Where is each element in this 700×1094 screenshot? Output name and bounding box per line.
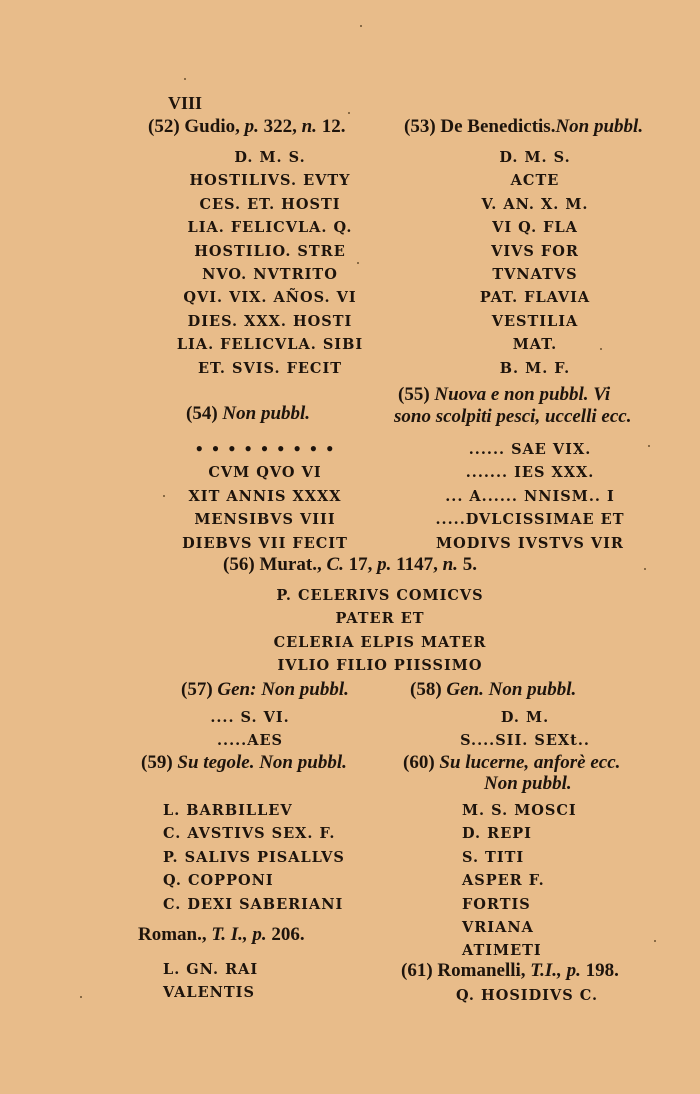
- entry-54-header: [186, 403, 310, 425]
- entry-59-inscription: [163, 799, 383, 916]
- entry-59-cite-t: T. I.,: [211, 924, 248, 945]
- inscription-line: XIT ANNIS XXXX: [188, 487, 342, 505]
- entry-58-note: Non pubbl.: [488, 679, 577, 700]
- inscription-line: D. M.: [500, 709, 550, 726]
- entry-52-inscription: [165, 146, 375, 380]
- inscription-line: ...... SAE VIX.: [468, 441, 592, 458]
- inscription-line: ....... IES XXX.: [465, 464, 595, 482]
- entry-60-num: (60): [403, 752, 435, 773]
- speck: [360, 25, 362, 27]
- entry-61-page-label: p.: [566, 960, 581, 981]
- entry-58-gen: Gen.: [446, 679, 484, 700]
- inscription-line: PAT. FLAVIA: [479, 289, 591, 307]
- inscription-line: FORTIS: [462, 895, 531, 913]
- entry-59-cite-author: Roman.,: [138, 924, 207, 945]
- speck: [80, 996, 82, 998]
- entry-56-n-label: n.: [442, 554, 458, 575]
- entry-59-num: (59): [141, 752, 173, 773]
- entry-59-cite-page: 206.: [271, 924, 305, 945]
- inscription-line: HOSTILIVS. EVTY: [189, 172, 351, 190]
- inscription-line: NVO. NVTRITO: [202, 265, 338, 283]
- entry-58-inscription: [440, 706, 610, 753]
- entry-60-header-2: [484, 773, 572, 795]
- inscription-line: ... A...... NNISM.. I: [445, 487, 615, 505]
- entry-61-t: T.I.,: [530, 960, 562, 981]
- entry-52-page-label: p.: [244, 116, 259, 137]
- entry-55-note-1: Nuova e non pubbl. Vi: [434, 384, 611, 405]
- entry-56-n: 5.: [462, 554, 477, 575]
- page-number: VIII: [168, 93, 203, 113]
- inscription-line: TVNATVS: [492, 265, 578, 283]
- inscription-line: S....SII. SEXt..: [460, 732, 590, 750]
- inscription-line: .....AES: [216, 732, 283, 750]
- inscription-line: LIA. FELICVLA. Q.: [187, 219, 353, 237]
- entry-57-gen: Gen:: [217, 679, 257, 700]
- entry-59-header: [141, 752, 347, 774]
- entry-60-note-2: Non pubbl.: [484, 773, 572, 794]
- inscription-line: VIVS FOR: [491, 242, 579, 260]
- inscription-line: D. M. S.: [234, 149, 306, 166]
- entry-54-num: (54): [186, 403, 218, 424]
- entry-56-num: (56): [223, 554, 255, 575]
- inscription-line: Q. COPPONI: [163, 872, 274, 890]
- inscription-line: HOSTILIO. STRE: [194, 242, 346, 260]
- inscription-line: VALENTIS: [163, 984, 255, 1002]
- inscription-line: MODIVS IVSTVS VIR: [436, 534, 624, 552]
- entry-55-num: (55): [398, 384, 430, 405]
- entry-56-header: [150, 554, 550, 576]
- inscription-line: L. GN. RAI: [163, 961, 259, 978]
- inscription-line: S. TITI: [462, 848, 525, 866]
- entry-57-num: (57): [181, 679, 213, 700]
- inscription-line: M. S. MOSCI: [462, 802, 577, 819]
- inscription-line: CELERIA ELPIS MATER: [273, 633, 487, 651]
- inscription-line: MENSIBVS VIII: [194, 511, 336, 529]
- inscription-line: VESTILIA: [491, 312, 579, 330]
- entry-61-page: 198.: [585, 960, 619, 981]
- inscription-line: Q. HOSIDIVS C.: [456, 987, 599, 1004]
- inscription-line: • • • • • • • • •: [194, 441, 336, 458]
- entry-53-num: (53): [404, 116, 436, 137]
- entry-52-n-label: n.: [301, 116, 317, 137]
- inscription-line: B. M. F.: [499, 359, 571, 377]
- inscription-line: MAT.: [512, 336, 558, 354]
- entry-52-header: [148, 116, 345, 138]
- speck: [184, 78, 186, 80]
- inscription-line: ASPER F.: [462, 872, 545, 890]
- inscription-line: P. SALIVS PISALLVS: [163, 848, 345, 866]
- entry-52-n: 12.: [321, 116, 346, 137]
- inscription-line: C. DEXI SABERIANI: [163, 895, 344, 913]
- entry-56-c-label: C.: [326, 554, 344, 575]
- entry-57-header: [181, 679, 349, 701]
- entry-56-page: 1147,: [396, 554, 438, 575]
- speck: [644, 568, 646, 570]
- inscription-line: L. BARBILLEV: [163, 802, 293, 819]
- speck: [348, 112, 350, 114]
- inscription-line: V. AN. X. M.: [481, 195, 589, 213]
- inscription-line: .... S. VI.: [210, 709, 290, 726]
- entry-56-page-label: p.: [377, 554, 392, 575]
- entry-56-author: Murat.,: [259, 554, 322, 575]
- inscription-line: D. REPI: [462, 825, 532, 843]
- entry-61-author: Romanelli,: [437, 960, 526, 981]
- inscription-line: ET. SVIS. FECIT: [197, 359, 343, 377]
- entry-55-header-2: [394, 406, 631, 428]
- entry-53-header: [404, 116, 643, 138]
- inscription-line: CVM QVO VI: [208, 464, 322, 482]
- entry-56-inscription: [240, 584, 520, 678]
- entry-59-cite-page-label: p.: [252, 924, 267, 945]
- entry-52-author: Gudio,: [184, 116, 240, 137]
- entry-61-num: (61): [401, 960, 433, 981]
- entry-61-inscription: [456, 984, 656, 1007]
- entry-54-note: Non pubbl.: [222, 403, 311, 424]
- entry-52-page: 322,: [263, 116, 297, 137]
- inscription-line: QVI. VIX. AÑOS. VI: [183, 289, 357, 307]
- inscription-line: PATER ET: [335, 610, 425, 628]
- entry-60-note-1: Su lucerne, anforè ecc.: [439, 752, 621, 773]
- entry-61-header: [401, 960, 619, 982]
- inscription-line: D. M. S.: [499, 149, 571, 166]
- entry-58-header: [410, 679, 576, 701]
- entry-54-inscription: [160, 438, 370, 555]
- inscription-line: C. AVSTIVS SEX. F.: [163, 825, 336, 843]
- inscription-line: CES. ET. HOSTI: [199, 195, 341, 213]
- inscription-line: IVLIO FILIO PIISSIMO: [277, 657, 483, 675]
- entry-59-note: Su tegole. Non pubbl.: [177, 752, 347, 773]
- inscription-line: P. CELERIVS COMICVS: [276, 587, 484, 604]
- entry-57-note: Non pubbl.: [261, 679, 349, 700]
- entry-59-citation: [138, 924, 305, 946]
- inscription-line: ATIMETI: [462, 942, 542, 960]
- entry-55-inscription: [420, 438, 640, 555]
- inscription-line: DIES. XXX. HOSTI: [187, 312, 353, 330]
- inscription-line: LIA. FELICVLA. SIBI: [176, 336, 364, 354]
- entry-59-inscription-2: [163, 958, 383, 1005]
- inscription-line: VRIANA: [462, 918, 534, 936]
- entry-56-c: 17,: [348, 554, 373, 575]
- entry-53-author: De Benedictis.: [440, 116, 556, 137]
- speck: [648, 445, 650, 447]
- entry-60-inscription: [462, 799, 642, 963]
- speck: [654, 940, 656, 942]
- entry-52-num: (52): [148, 116, 180, 137]
- entry-55-header: [398, 384, 610, 406]
- entry-55-note-2: sono scolpiti pesci, uccelli ecc.: [394, 406, 632, 427]
- inscription-line: DIEBVS VII FECIT: [182, 534, 348, 552]
- inscription-line: ACTE: [510, 172, 560, 190]
- entry-53-inscription: [430, 146, 640, 380]
- inscription-line: .....DVLCISSIMAE ET: [435, 511, 625, 529]
- entry-58-num: (58): [410, 679, 442, 700]
- inscription-line: VI Q. FLA: [492, 219, 578, 237]
- entry-57-inscription: [170, 706, 330, 753]
- entry-53-note: Non pubbl.: [555, 116, 644, 137]
- entry-60-header: [403, 752, 620, 774]
